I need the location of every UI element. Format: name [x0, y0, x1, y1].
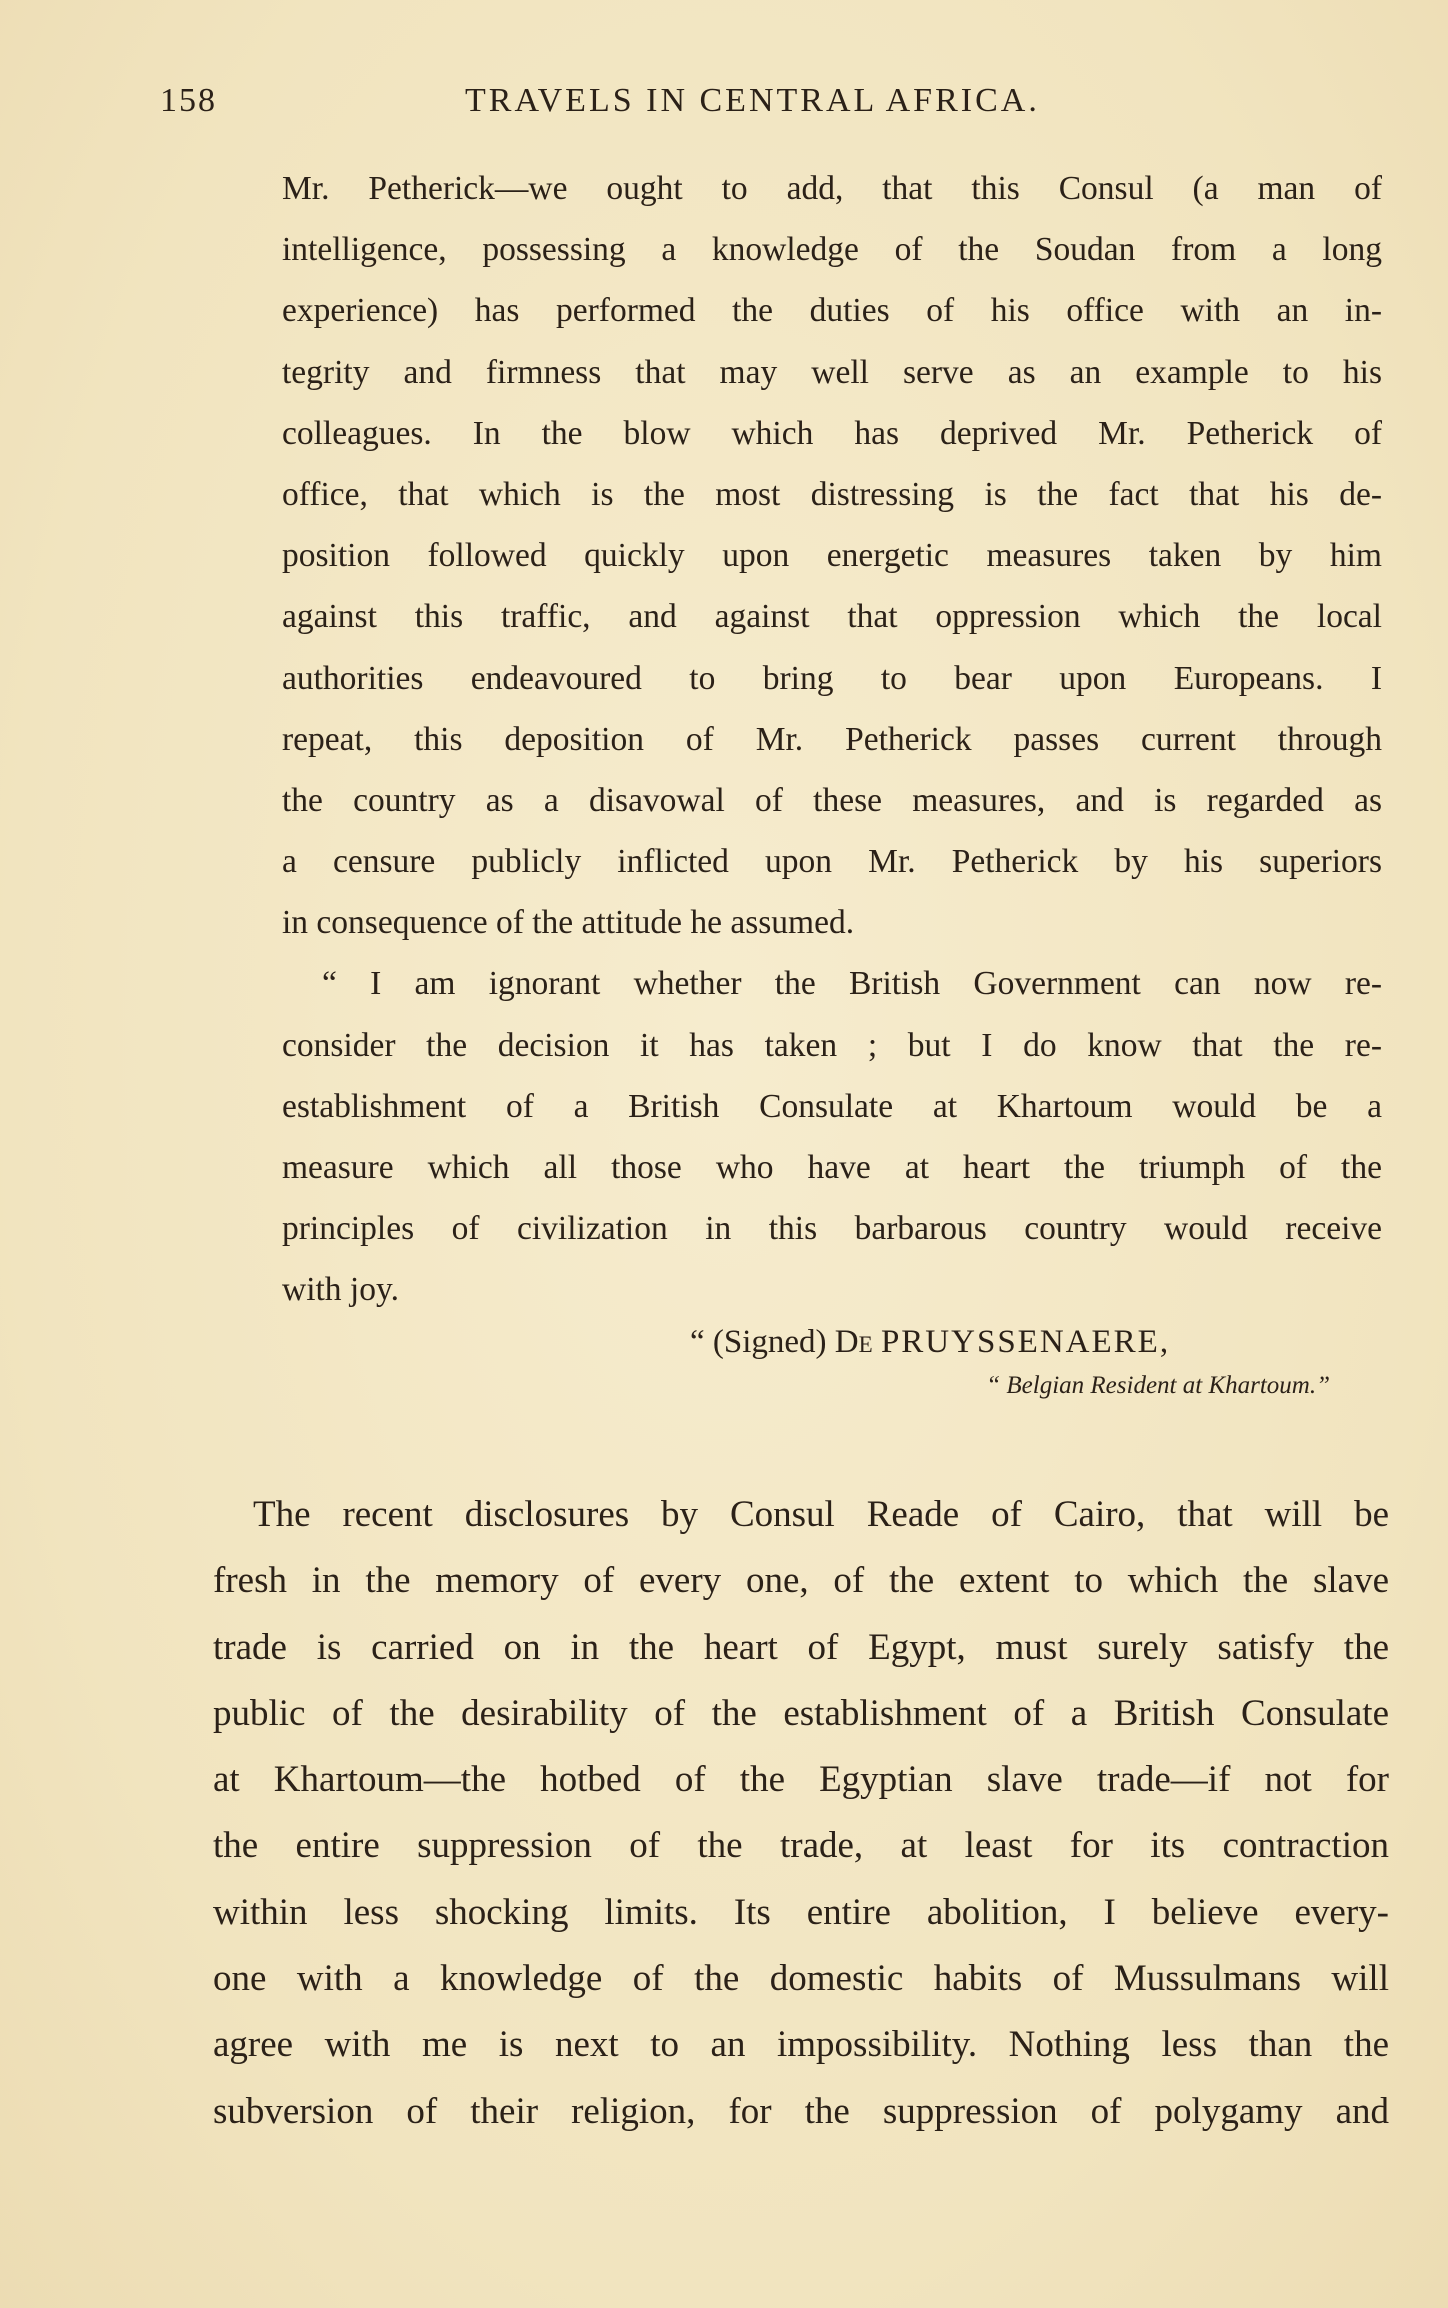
body-line: agree with me is next to an impossibility. Nothing less than the	[213, 2024, 1389, 2066]
quote-line: authorities endeavoured to bring to bear upon Europeans. I	[282, 659, 1382, 697]
quote-line: position followed quickly upon energetic measures taken by him	[282, 537, 1382, 575]
signatory-affiliation: “ Belgian Resident at Khartoum.”	[986, 1372, 1330, 1399]
quote-line: with joy.	[282, 1271, 399, 1309]
body-line: public of the desirability of the establishment of a British Consulate	[213, 1692, 1389, 1734]
quote-line: a censure publicly inflicted upon Mr. Petherick by his superiors	[282, 843, 1382, 881]
body-line: one with a knowledge of the domestic habits of Mussulmans will	[213, 1958, 1389, 2000]
signatory-name: PRUYSSENAERE,	[880, 1324, 1171, 1360]
quote-line: principles of civilization in this barbarous country would receive	[282, 1210, 1382, 1248]
quote-line: office, that which is the most distressing is the fact that his de-	[282, 475, 1382, 513]
quote-line: tegrity and firmness that may well serve as an example to his	[282, 353, 1382, 391]
quote-line: measure which all those who have at heart the triumph of the	[282, 1149, 1382, 1186]
quote-line: “ I am ignorant whether the British Government can now re-	[322, 965, 1382, 1003]
body-line: trade is carried on in the heart of Egypt, must surely satisfy the	[213, 1626, 1389, 1668]
quote-line: against this traffic, and against that oppression which the local	[282, 598, 1382, 636]
body-paragraph	[213, 1482, 1389, 2145]
body-line: The recent disclosures by Consul Reade of Cairo, that will be	[253, 1494, 1389, 1535]
running-head	[160, 82, 1390, 132]
quote-line: in consequence of the attitude he assumed.	[282, 904, 855, 942]
quote-line: intelligence, possessing a knowledge of the Soudan from a long	[282, 231, 1382, 269]
body-line: at Khartoum—the hotbed of the Egyptian slave trade—if not for	[213, 1759, 1389, 1801]
signature-block	[690, 1318, 1350, 1406]
quote-line: experience) has performed the duties of his office with an in-	[282, 292, 1382, 330]
body-line: subversion of their religion, for the suppression of polygamy and	[213, 2090, 1389, 2132]
running-title: TRAVELS IN CENTRAL AFRICA.	[465, 82, 1040, 119]
signature-line	[690, 1318, 1350, 1366]
body-line: within less shocking limits. Its entire abolition, I believe every-	[213, 1891, 1389, 1933]
quote-line: establishment of a British Consulate at Khartoum would be a	[282, 1087, 1382, 1125]
signatory-name-prefix: De	[834, 1324, 873, 1360]
page-number: 158	[160, 82, 217, 119]
quote-line: consider the decision it has taken ; but I do know that the re-	[282, 1026, 1382, 1064]
signed-label: “ (Signed)	[690, 1324, 827, 1360]
body-line: fresh in the memory of every one, of the extent to which the slave	[213, 1560, 1389, 1602]
quote-line: repeat, this deposition of Mr. Petherick passes current through	[282, 720, 1382, 758]
quote-line: the country as a disavowal of these measures, and is regarded as	[282, 781, 1382, 819]
quote-line: colleagues. In the blow which has deprived Mr. Petherick of	[282, 414, 1382, 452]
body-line: the entire suppression of the trade, at least for its contraction	[213, 1825, 1389, 1867]
quote-line: Mr. Petherick—we ought to add, that this Consul (a man of	[282, 170, 1382, 207]
quoted-letter	[282, 158, 1382, 1321]
